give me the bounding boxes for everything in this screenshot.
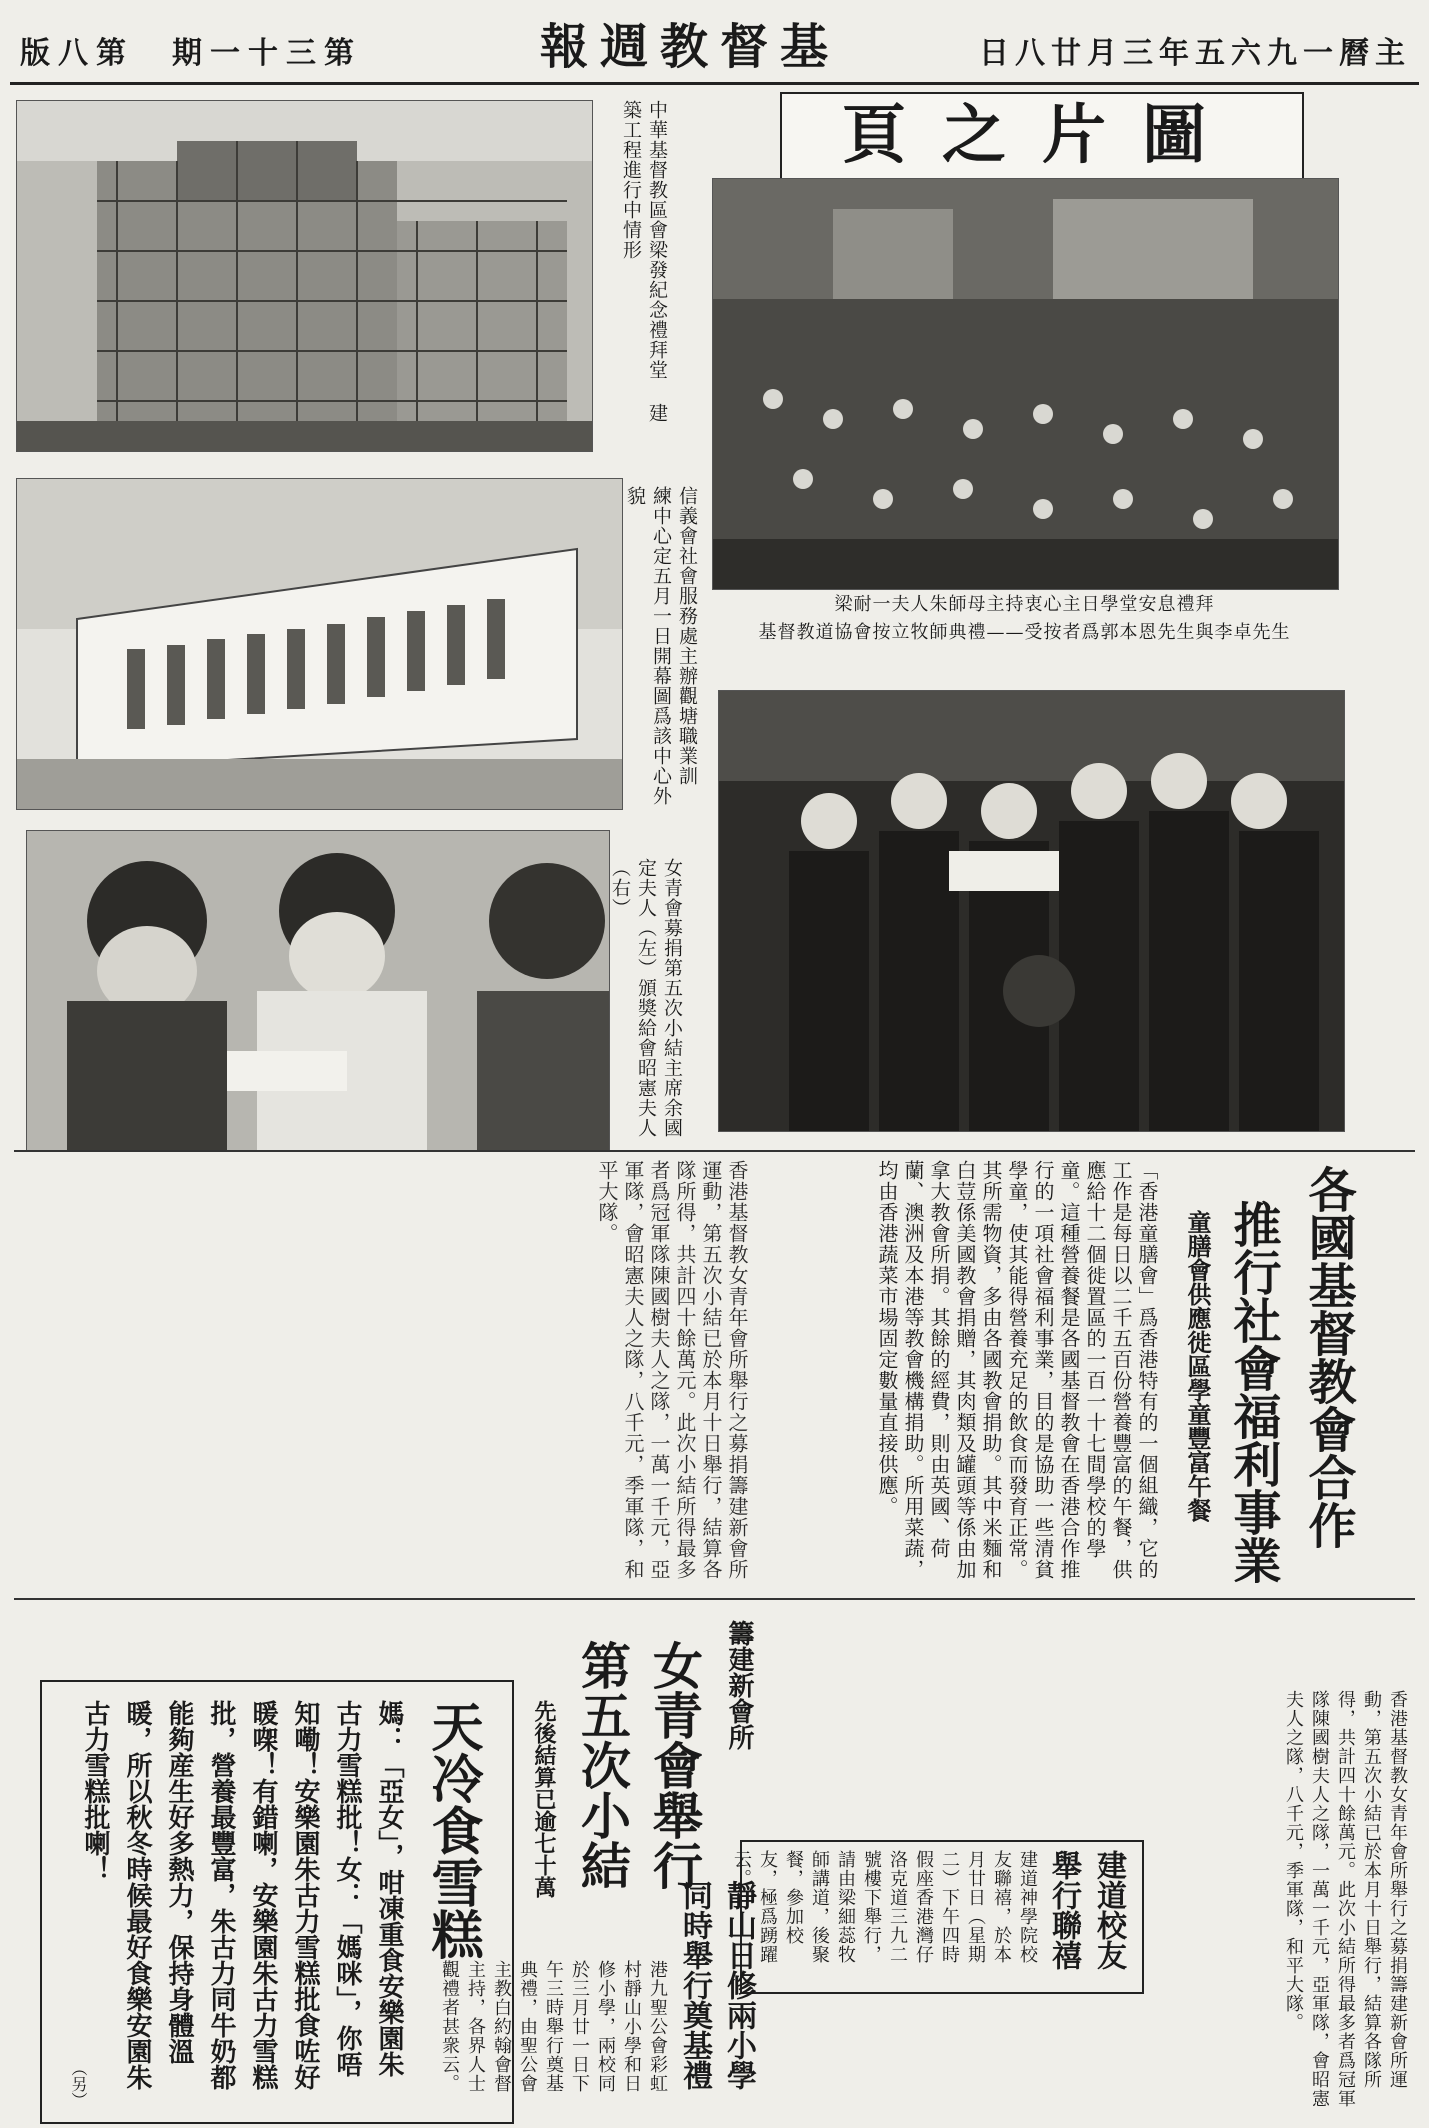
article4-headline2: 同時舉行奠基禮: [677, 1880, 712, 2090]
article4-body: 港九聖公會彩虹村靜山小學和日修小學，兩校同於三月廿一日下午三時舉行奠基典禮，由聖公會主教白約翰會督主持，各界人士觀禮者甚衆云。: [439, 1960, 668, 2093]
issue-date: 日八廿月三年五六九一曆主: [979, 36, 1411, 71]
photo-training-center: [16, 478, 623, 810]
article1-headline: 各國基督教會合作: [1300, 1165, 1356, 1549]
article2-headline: 女青會舉行: [645, 1640, 704, 1890]
article2-deck: 先後結算已逾七十萬: [531, 1700, 557, 1898]
section-divider: [14, 1150, 1415, 1152]
article1-body: 「香港童膳會」爲香港特有的一個組織，它的工作是每日以二千五百份營養豐富的午餐，供應給十二個徙置區的一百一十七間學校的學童。這種營養餐是各國基督教會在香港合作推行的一項社會福利事業，目的是協助一些清貧學童，使其能得營養充足的飲食而發育正常。其所需物資，多由各國教會捐助。其中米麵和白荳係美國教會捐贈，其肉類及罐頭等係由加拿大教會所捐。其餘的經費，則由英國、荷蘭、澳洲及本港等教會機構捐助。所用菜蔬，均由香港蔬菜市場固定數量直接供應。: [875, 1160, 1159, 1580]
chapel-image: [713, 179, 1338, 589]
ad-dialogue: 媽：「亞女」，咁凍重食安樂園朱古力雪糕批！女：「媽咪」，你唔知嘞！安樂園朱古力雪糕批食咗好暖㗎！有錯喇，安樂園朱古力雪糕批，營養最豐富，朱古力同牛奶都能夠産生好多熱力，保持身體溫暖，所以秋冬時候最好食樂安園朱古力雪糕批喇！: [80, 1700, 404, 2090]
article3-headline2: 舉行聯禧: [1046, 1850, 1081, 1970]
ywca-award-image: [27, 831, 609, 1151]
photo-ywca-award: [26, 830, 610, 1152]
article2-tag: 籌建新會所: [724, 1620, 754, 1750]
article2-results: 香港基督教女青年會所舉行之募捐籌建新會所運動，第五次小結已於本月十日舉行，結算各隊所得，共計四十餘萬元。此次小結所得最多者爲冠軍隊陳國樹夫人之隊，一萬一千元，亞軍隊，會昭憲夫人之隊，八千元，季軍隊，和平大隊。: [1283, 1690, 1408, 2108]
ad-tag: （另）: [69, 2060, 88, 2108]
caption-ordination: 基督教道協會按立牧師典禮——受按者爲郭本恩先生與李卓先生: [758, 622, 1291, 643]
page-number: 版八第 期一十三第: [20, 36, 362, 71]
section-title-box: [780, 92, 1304, 180]
caption-training-center: 信義會社會服務處主辦觀塘職業訓 練中心定五月一日開幕圖爲該中心外貌: [624, 486, 698, 806]
caption-construction: 中華基督教區會梁發紀念禮拜堂 建築工程進行中情形: [620, 100, 668, 423]
photo-ordination: [718, 690, 1345, 1132]
masthead: 報週教督基: [540, 19, 841, 75]
caption-ywca-award: 女青會募捐第五次小結主席余國 定夫人（左）頒獎給會昭憲夫人（右）: [609, 858, 683, 1138]
photo-chapel: [712, 178, 1339, 590]
construction-image: [17, 101, 592, 451]
article1-body-cont: 香港基督教女青年會所舉行之募捐籌建新會所運動，第五次小結已於本月十日舉行，結算各隊所得，共計四十餘萬元。此次小結所得最多者爲冠軍隊陳國樹夫人之隊，一萬一千元，亞軍隊，會昭憲夫人之隊，八千元，季軍隊，和平大隊。: [595, 1160, 749, 1580]
caption-chapel: 梁耐一夫人朱師母主持衷心主日學堂安息禮拜: [834, 594, 1215, 615]
article2-headline2: 第五次小結: [573, 1640, 632, 1890]
photo-construction: [16, 100, 593, 452]
article1-subhead: 推行社會福利事業: [1225, 1200, 1281, 1584]
ordination-image: [719, 691, 1344, 1131]
training-center-image: [17, 479, 622, 809]
section-title: 頁之片圖: [842, 98, 1242, 173]
article1-deck: 童膳會供應徙區學童豐富午餐: [1183, 1210, 1212, 1522]
mid-divider: [14, 1598, 1415, 1600]
article3-body: 建道神學院校友聯禧，於本月廿日（星期二）下午四時假座香港灣仔洛克道三九二號樓下舉行，請由梁細蕊牧師講道，後聚餐，參加校友，極爲踴躍云。: [731, 1850, 1038, 1964]
article4-headline: 靜山日修兩小學: [721, 1880, 756, 2090]
page-header: [0, 0, 1429, 90]
header-rule: [10, 82, 1419, 85]
ad-headline: 天冷食雪糕: [422, 1700, 483, 1960]
article3-headline: 建道校友: [1091, 1850, 1126, 1970]
